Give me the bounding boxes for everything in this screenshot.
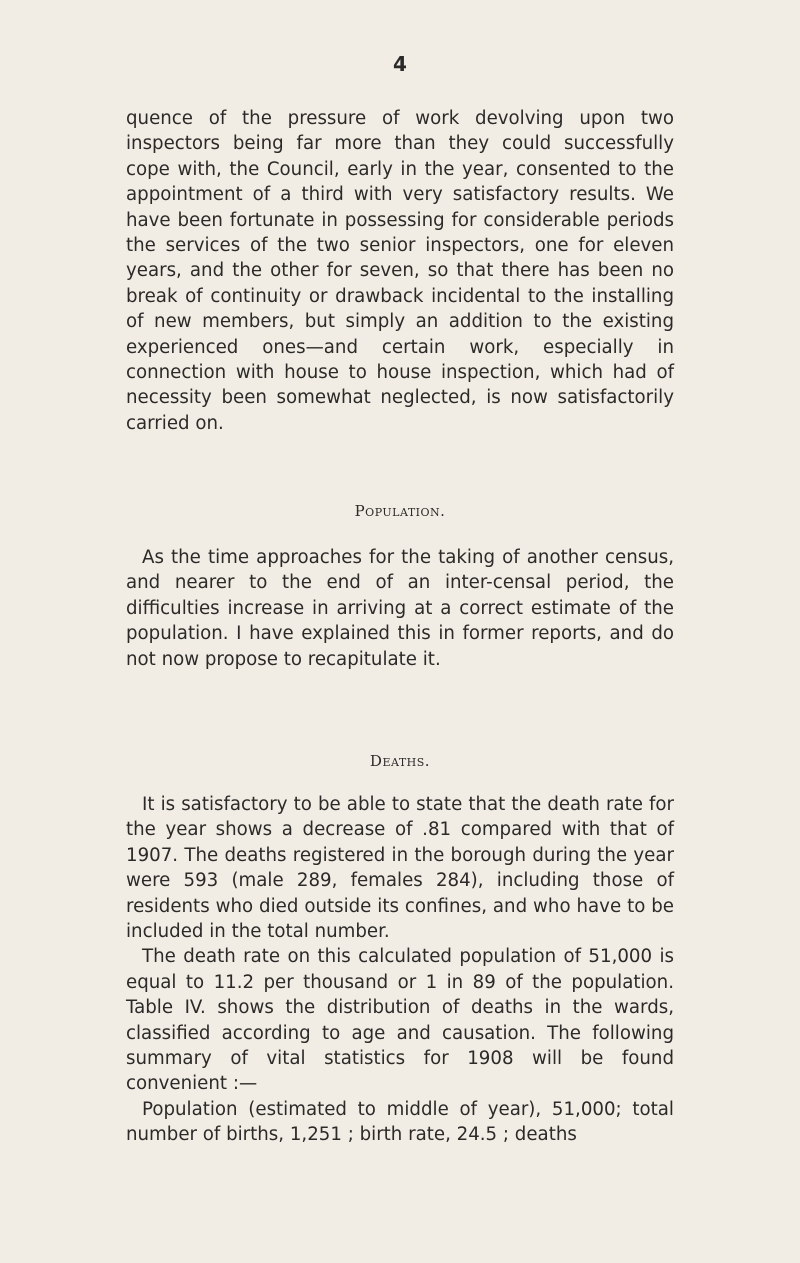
population-paragraph: As the time approaches for the taking of another census, and nearer to the end of an inter-censal period, the difficulties increase in arriving at a correct estimate of the population. I have explained this in former reports, and do not now propose to recapitulate it. [126,547,674,670]
population-paragraph-block [126,545,674,672]
deaths-paragraph-1: It is satisfactory to be able to state that the death rate for the year shows a decrease of .81 compared with that of 1907. The deaths registered in the borough during the year were 593 (male 289, females 284), including those of residents who died outside its confines, and who have to be included in the total number. [126,794,674,943]
intro-paragraph: quence of the pressure of work devolving upon two inspectors being far more than they could successfully cope with, the Council, early in the year, consented to the appointment of a third with very satisfactory results. We have been fortunate in possessing for considerable periods the services of the two senior inspectors, one for eleven years, and the other for seven, so that there has been no break of continuity or drawback incidental to the installing of new members, but simply an addition to the existing experienced ones—and certain work, especially in connection with house to house inspection, which had of necessity been somewhat neglected, is now satisfactorily carried on. [126,108,674,434]
population-heading: Population. [354,502,446,520]
page-number: 4 [393,52,407,76]
intro-paragraph-block [126,106,674,490]
deaths-paragraph-block [126,792,674,1148]
deaths-heading: Deaths. [369,752,431,770]
deaths-paragraph-2: The death rate on this calculated population of 51,000 is equal to 11.2 per thousand or 1 in 89 of the population. Table IV. shows the distribution of deaths in the wards, classified according to age and causation. The following summary of vital statistics for 1908 will be found convenient :— [126,946,674,1095]
deaths-paragraph-3: Population (estimated to middle of year), 51,000; total number of births, 1,251 ; birth rate, 24.5 ; deaths [126,1098,674,1146]
